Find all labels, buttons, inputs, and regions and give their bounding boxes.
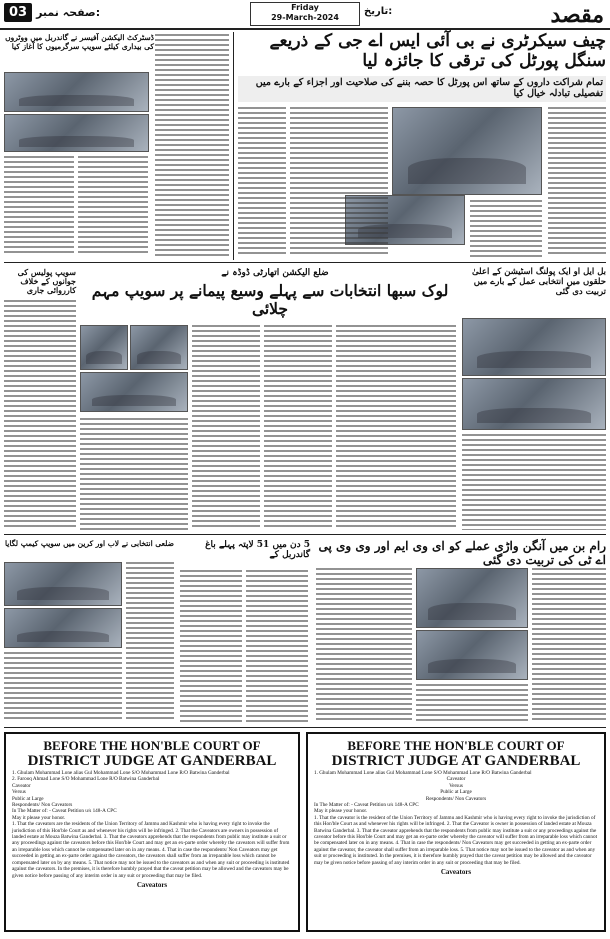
right-mid-photo-1 <box>462 318 606 376</box>
notice-right-title-2: DISTRICT JUDGE AT GANDERBAL <box>331 753 581 769</box>
column-divider-top <box>233 32 234 260</box>
left-top-headline: ڈسٹرکٹ الیکشن آفیسر نے گاندربل میں ووٹروں کی بیداری کیلئے سویپ سرگرمیوں کا آغاز کیا <box>5 33 154 51</box>
bottom-left-photo-1 <box>4 562 122 606</box>
bottom-mid-text-1 <box>180 570 242 722</box>
lead-text-col-1 <box>548 107 606 257</box>
notice-left-signature: Caveators <box>136 880 168 889</box>
mid-headline: لوک سبھا انتخابات سے پہلے وسیع پیمانے پر سویپ مہم چلائی <box>91 281 449 318</box>
notice-left-body: 1. That the caveators are the residents of the Union Territory of Jammu and Kashmir who is having every right to invoke the jurisdiction of this Hon'ble Court as and whenever his rights will be infringed. 2. That the Caveators are owners in possession of landed estate at Mouza Batwina Ganderbal. 3. That the caveators apprehends that the respondents from public may institute a suit or any proceedings against the caveators before this Hon'ble Court and may get an ex-parte order whereby the caveators will suffer from an irreparable loss which cannot be compensated later on in any means. 4. That in case the respondents/ Non Caveators may get succeeded in getting an ex-parte order against the caveators, the caveators shall suffer from an irreparable loss which cannot be compensated later on by any means. 5. That notice may not be issued to the caveators as and when any suit or proceeding is instituted against the caveators. In the premises, it is therefore humbly prayed that the caveat petition may be allowed and the caveators may be given notice before passing of any interim order in any suit or proceeding that may be filed. <box>12 821 290 879</box>
bottom-left-text-2 <box>126 562 174 722</box>
notice-right-title-1: BEFORE THE HON'BLE COURT OF <box>347 738 565 753</box>
left-mid-text <box>4 300 76 528</box>
notice-right-parties: 1. Ghulam Mohammad Lone alias Gul Mohammad Lone S/O Mohammad Lone R/O Batwina Ganderbal <box>314 770 532 776</box>
bottom-text-2 <box>416 684 528 722</box>
notice-right-signature: Caveators <box>440 868 472 877</box>
notice-right-prayer: May it please your honor. <box>314 808 368 815</box>
divider-1 <box>4 262 606 263</box>
notice-right-matter: In The Matter of: - Caveat Petition u/s 148-A CPC <box>314 802 419 809</box>
mid-photo-3 <box>80 372 188 412</box>
bottom-mid-text-2 <box>246 570 308 722</box>
date-label: تاریخ: <box>364 6 393 17</box>
mid-photo-2 <box>130 325 188 370</box>
page-number: 03 <box>4 3 32 22</box>
right-mid-photo-2 <box>462 378 606 430</box>
notice-left-parties: 1. Ghulam Mohammad Lone alias Gul Mohammad Lone S/O Mohammad Lone R/O Batwina Ganderbal <box>12 770 230 776</box>
bottom-left-photo-2 <box>4 608 122 648</box>
mid-headline-kicker: ضلع الیکشن اتھارٹی ڈوڈہ نے <box>221 268 329 278</box>
date-box <box>250 2 360 26</box>
newspaper-title: مقصد <box>550 2 604 28</box>
date: 29-March-2024 <box>271 13 339 22</box>
notice-right-respondents: Respondents/ Non Caveators <box>425 795 487 802</box>
lead-headline: چیف سیکرٹری نے بی آئی ایس اے جی کے ذریعے سنگل پورٹل کی ترقی کا جائزہ لیا <box>269 31 606 71</box>
notice-left-public: Public at Large <box>12 795 44 802</box>
page-label: صفحہ نمبر: <box>36 6 101 19</box>
notice-right-public: Public at Large <box>440 789 472 796</box>
bottom-headline: رام بن میں آنگن واڑی عملے کو ای وی ایم اور وی وی پی اے ٹی کی تربیت دی گئی <box>318 539 606 567</box>
court-notice-right <box>306 732 606 932</box>
bottom-photo-1 <box>416 568 528 628</box>
left-top-photo-2 <box>4 114 149 152</box>
left-mid-headline: سویپ پولیس کی جوانوں کے خلاف کارروائی جاری <box>17 267 76 296</box>
notice-left-prayer: May it please your honor. <box>12 814 66 821</box>
notice-left-respondents: Respondents/ Non Caveators <box>12 802 73 809</box>
divider-3 <box>4 727 606 728</box>
divider-2 <box>4 534 606 535</box>
bottom-photo-2 <box>416 630 528 680</box>
left-top-text-1 <box>4 156 74 256</box>
lead-subhead: تمام شراکت داروں کے ساتھ اس پورٹل کا حصہ بننے کی صلاحیت اور اجزاء کے بارے میں تفصیلی تبادلہ خیال کیا <box>238 76 606 102</box>
notice-left-title-1: BEFORE THE HON'BLE COURT OF <box>43 738 261 753</box>
notice-left-role: Caveator <box>12 782 31 789</box>
left-top-text-3 <box>155 34 229 256</box>
bottom-text-1 <box>316 568 412 722</box>
bottom-left-text-1 <box>4 652 122 722</box>
bottom-left-headline: ضلعی انتخابی نے لاب اور کرین میں سویپ کیمپ لگایا <box>5 539 174 548</box>
lead-text-col-4 <box>238 107 286 257</box>
right-mid-headline: بل ایل او ایک پولنگ اسٹیشن کے اعلیٰ حلقوں میں انتخابی عمل کے بارے میں تربیت دی گئی <box>471 267 606 297</box>
notice-right-role: Caveator <box>446 776 466 783</box>
day: Friday <box>291 3 319 12</box>
notice-left-title-2: DISTRICT JUDGE AT GANDERBAL <box>27 753 277 769</box>
mid-text-3 <box>264 325 332 530</box>
notice-left-matter: In The Matter of: - Caveat Petition u/s 148-A CPC <box>12 808 117 815</box>
notice-left-versus: Versus <box>12 789 26 796</box>
mid-text-4 <box>336 325 456 530</box>
bottom-mid-headline: 5 دن میں 51 لاپتہ پہلے باغ گاندربل کے <box>205 540 310 561</box>
left-top-text-2 <box>78 156 148 256</box>
right-mid-text <box>462 434 606 530</box>
notice-right-body: 1. That the caveator is the resident of the Union Territory of Jammu and Kashmir who is having every right to invoke the jurisdiction of this Hon'ble Court as and whenever his rights will be infringed. 2. That the Caveator is owner in possession of landed estate at Mouza Batwina Ganderbal. 3. That the caveator apprehends that the respondents from public may institute a suit or any proceedings against the caveator before this Hon'ble Court and may get an ex-parte order whereby the caveator will suffer from an irreparable loss which cannot be compensated later on in any means. 4. That in case the respondents/ Non Caveators may get succeeded in getting an ex-parte order against the caveator, the caveator shall suffer from an irreparable loss. 5. That notice may not be issued to the caveator as and when any suit or proceeding is instituted. In the premises, it is therefore humbly prayed that the caveat petition may be allowed and the caveator may be given notice before passing of any interim order in any suit or proceeding that may be filed. <box>314 814 598 866</box>
lead-text-col-3 <box>290 107 388 257</box>
bottom-text-3 <box>532 568 606 722</box>
mid-text-1 <box>80 418 188 530</box>
lead-text-col-2 <box>470 200 542 260</box>
lead-photo-main <box>392 107 542 195</box>
masthead <box>0 0 610 30</box>
left-top-photo-1 <box>4 72 149 112</box>
court-notice-left <box>4 732 300 932</box>
mid-photo-1 <box>80 325 128 370</box>
page-number-block <box>4 3 100 22</box>
mid-text-2 <box>192 325 260 530</box>
notice-left-parties-2: 2. Farooq Ahmad Lone S/O Mohammad Lone R/O Batwina Ganderbal <box>12 776 160 783</box>
notice-right-versus: Versus <box>449 782 463 789</box>
